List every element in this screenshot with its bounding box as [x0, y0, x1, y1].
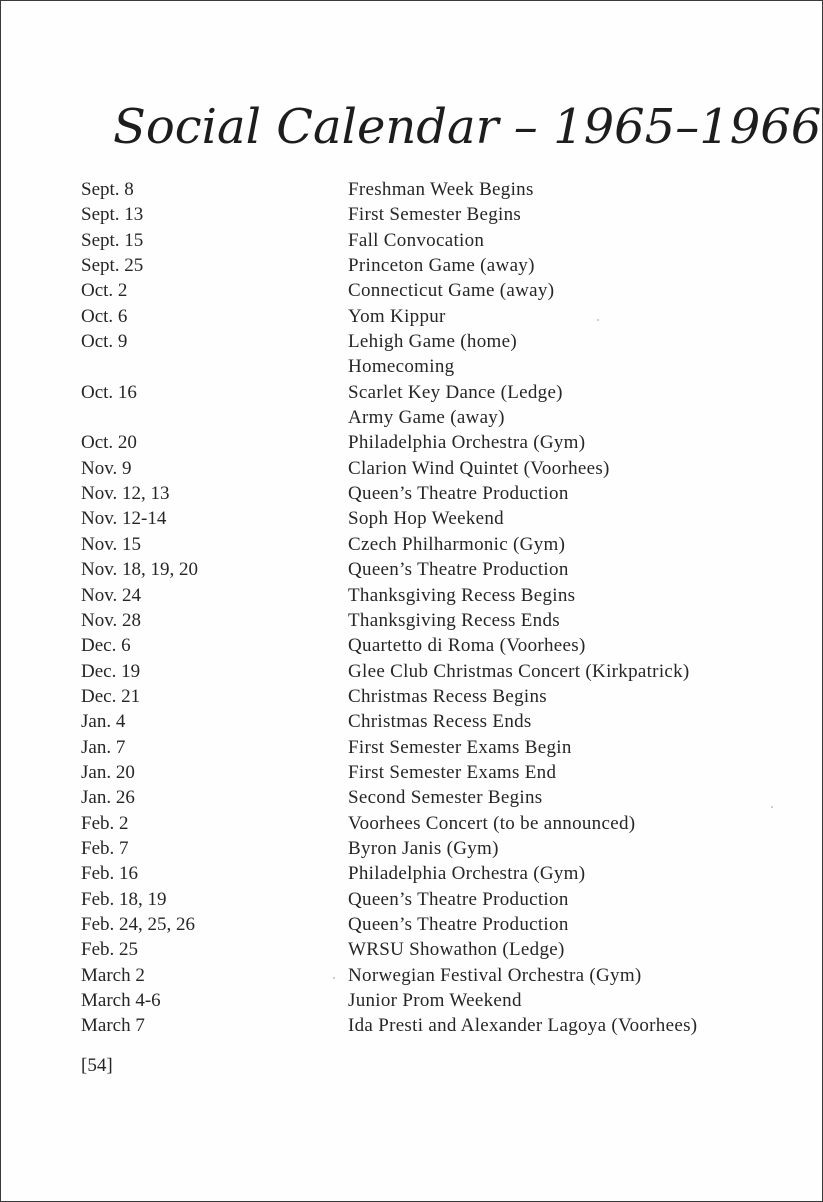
calendar-entry	[1, 988, 822, 1013]
entry-event: Thanksgiving Recess Begins	[348, 584, 576, 606]
entry-date: Feb. 2	[81, 812, 129, 834]
calendar-entry	[1, 583, 822, 608]
calendar-entry	[1, 304, 822, 329]
entry-date: Feb. 25	[81, 939, 138, 961]
calendar-entry	[1, 354, 822, 379]
calendar-entry	[1, 735, 822, 760]
entry-event: Junior Prom Weekend	[348, 990, 522, 1011]
entry-event: Soph Hop Weekend	[348, 508, 504, 530]
entry-event: Fall Convocation	[348, 229, 485, 251]
entry-event: Princeton Game (away)	[348, 255, 535, 277]
entry-event: First Semester Begins	[348, 204, 522, 226]
page-number: [54]	[81, 1055, 113, 1076]
entry-event: Queen’s Theatre Production	[348, 913, 569, 935]
calendar-entry	[1, 836, 822, 861]
calendar-entry	[1, 785, 822, 810]
entry-event: Philadelphia Orchestra (Gym)	[348, 863, 586, 885]
entry-event: Christmas Recess Ends	[348, 711, 532, 733]
entry-date: March 2	[81, 964, 145, 986]
entry-date: Nov. 28	[81, 609, 141, 631]
entry-event: Czech Philharmonic (Gym)	[348, 533, 566, 555]
entry-date: Dec. 21	[81, 685, 141, 707]
entry-event: Freshman Week Begins	[348, 179, 534, 200]
paper-speck	[333, 977, 335, 979]
entry-date: Jan. 20	[81, 761, 135, 783]
calendar-entry	[1, 937, 822, 962]
paper-speck	[771, 806, 773, 808]
calendar-entry	[1, 506, 822, 531]
entry-date: Nov. 18, 19, 20	[81, 559, 198, 581]
entry-event: Clarion Wind Quintet (Voorhees)	[348, 457, 610, 479]
entry-date: Sept. 13	[81, 204, 144, 226]
entry-date: Sept. 8	[81, 179, 134, 200]
entry-event: Glee Club Christmas Concert (Kirkpatrick)	[348, 660, 690, 682]
entry-date: Nov. 24	[81, 584, 141, 606]
entry-date: Feb. 16	[81, 863, 138, 885]
entry-event: Ida Presti and Alexander Lagoya (Voorhees)	[348, 1015, 698, 1037]
entry-event: Norwegian Festival Orchestra (Gym)	[348, 964, 642, 986]
entry-event: Army Game (away)	[348, 407, 505, 429]
entry-date: Dec. 6	[81, 635, 131, 657]
entry-event: Quartetto di Roma (Voorhees)	[348, 635, 586, 657]
entry-event: Queen’s Theatre Production	[348, 559, 569, 581]
calendar-entry	[1, 430, 822, 455]
calendar-entry	[1, 228, 822, 253]
calendar-list	[1, 177, 822, 1039]
calendar-entry	[1, 887, 822, 912]
entry-date: Oct. 6	[81, 305, 128, 327]
entry-date: March 4-6	[81, 990, 161, 1011]
calendar-entry	[1, 608, 822, 633]
calendar-entry	[1, 861, 822, 886]
page-title: Social Calendar – 1965–1966	[113, 99, 822, 155]
entry-event: Scarlet Key Dance (Ledge)	[348, 381, 563, 403]
calendar-entry	[1, 760, 822, 785]
calendar-entry	[1, 963, 822, 988]
entry-date: Jan. 7	[81, 736, 126, 758]
entry-date: Oct. 16	[81, 381, 137, 403]
calendar-entry	[1, 659, 822, 684]
calendar-entry	[1, 278, 822, 303]
entry-event: Second Semester Begins	[348, 787, 543, 809]
entry-event: Yom Kippur	[348, 305, 446, 327]
calendar-entry	[1, 456, 822, 481]
entry-date: Nov. 12, 13	[81, 483, 170, 505]
entry-date: Feb. 7	[81, 837, 129, 859]
paper-speck	[597, 319, 599, 321]
calendar-entry	[1, 380, 822, 405]
entry-event: Connecticut Game (away)	[348, 280, 555, 302]
entry-event: WRSU Showathon (Ledge)	[348, 939, 565, 961]
entry-date: Jan. 4	[81, 711, 126, 733]
entry-event: First Semester Exams End	[348, 761, 557, 783]
calendar-entry	[1, 481, 822, 506]
calendar-entry	[1, 912, 822, 937]
calendar-entry	[1, 177, 822, 202]
entry-date: Nov. 15	[81, 533, 141, 555]
entry-date: Oct. 2	[81, 280, 128, 302]
entry-event: Homecoming	[348, 356, 455, 378]
entry-date: Sept. 25	[81, 255, 144, 277]
entry-date: Nov. 9	[81, 457, 132, 479]
entry-event: Voorhees Concert (to be announced)	[348, 812, 636, 834]
entry-event: Queen’s Theatre Production	[348, 483, 569, 505]
entry-date: Feb. 24, 25, 26	[81, 913, 195, 935]
entry-date: Feb. 18, 19	[81, 888, 167, 910]
entry-date: Dec. 19	[81, 660, 141, 682]
entry-date: Oct. 20	[81, 432, 137, 454]
entry-date: March 7	[81, 1015, 145, 1037]
calendar-entry	[1, 633, 822, 658]
calendar-entry	[1, 684, 822, 709]
calendar-entry	[1, 1013, 822, 1038]
entry-date: Nov. 12-14	[81, 508, 167, 530]
entry-event: Queen’s Theatre Production	[348, 888, 569, 910]
entry-event: Thanksgiving Recess Ends	[348, 609, 560, 631]
calendar-entry	[1, 532, 822, 557]
entry-date: Jan. 26	[81, 787, 135, 809]
entry-event: Christmas Recess Begins	[348, 685, 547, 707]
entry-date: Sept. 15	[81, 229, 144, 251]
calendar-entry	[1, 405, 822, 430]
entry-event: Lehigh Game (home)	[348, 331, 517, 353]
entry-date: Oct. 9	[81, 331, 128, 353]
calendar-entry	[1, 202, 822, 227]
entry-event: First Semester Exams Begin	[348, 736, 572, 758]
entry-event: Philadelphia Orchestra (Gym)	[348, 432, 586, 454]
calendar-entry	[1, 709, 822, 734]
calendar-entry	[1, 253, 822, 278]
calendar-entry	[1, 557, 822, 582]
calendar-entry	[1, 811, 822, 836]
entry-event: Byron Janis (Gym)	[348, 837, 499, 859]
calendar-entry	[1, 329, 822, 354]
